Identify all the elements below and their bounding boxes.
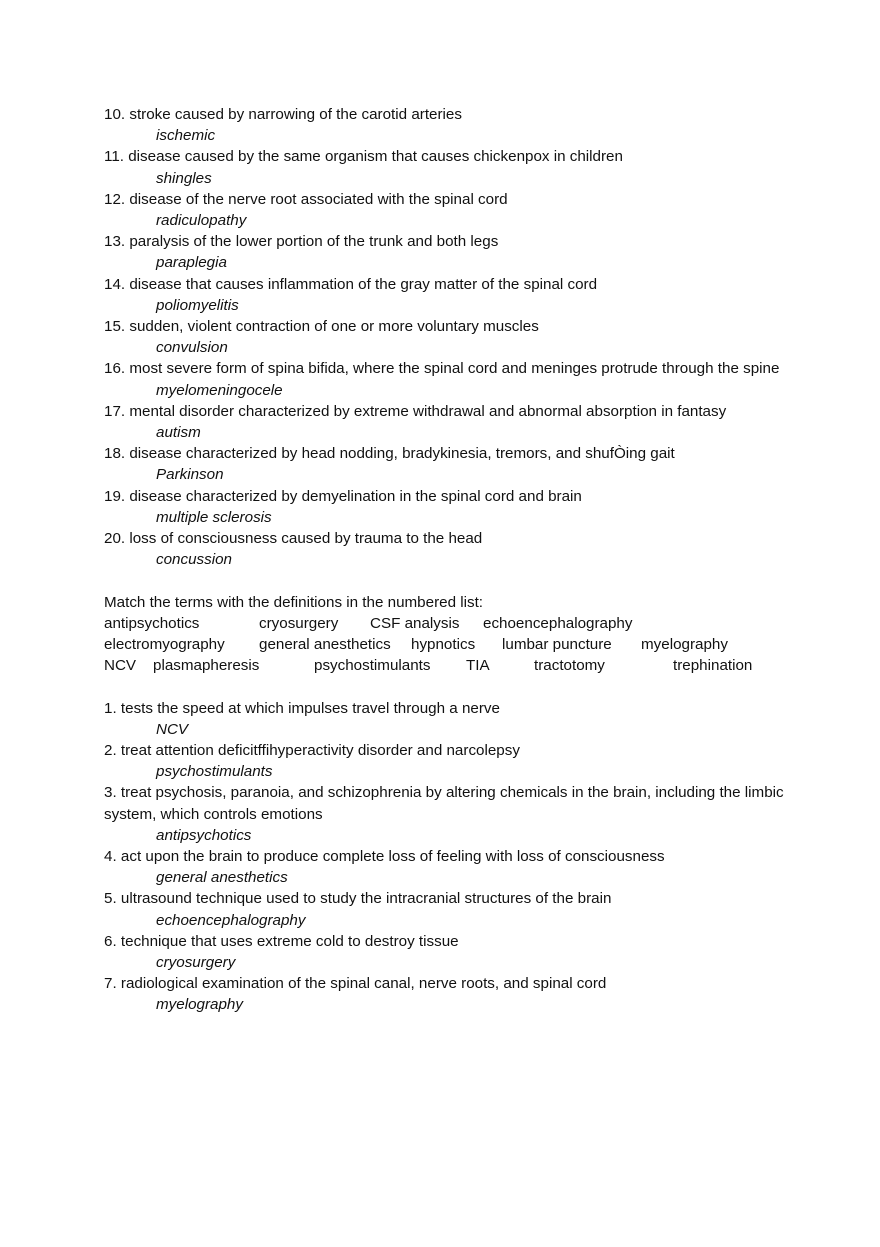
question-item: 3. treat psychosis, paranoia, and schizophrenia by altering chemicals in the brain, including the limbic system, which controls emotions — [104, 784, 784, 823]
answer-text: echoencephalography — [156, 911, 306, 929]
question-item: 4. act upon the brain to produce complete loss of feeling with loss of consciousness — [104, 848, 665, 866]
answer-text: poliomyelitis — [156, 296, 239, 314]
term: general anesthetics — [259, 636, 391, 654]
answer-text: paraplegia — [156, 254, 227, 272]
answer-text: Parkinson — [156, 466, 224, 484]
answer-text: radiculopathy — [156, 212, 247, 230]
answer-text: ischemic — [156, 127, 216, 145]
term: lumbar puncture — [502, 636, 612, 654]
match-instruction: Match the terms with the definitions in the numbered list: — [104, 593, 484, 611]
question-item: 1. tests the speed at which impulses travel through a nerve — [104, 699, 500, 717]
answer-text: multiple sclerosis — [156, 508, 272, 526]
term-row — [104, 655, 784, 676]
term: echoencephalography — [483, 614, 633, 632]
term-bank — [104, 613, 784, 677]
question-item: 11. disease caused by the same organism that causes chickenpox in children — [104, 148, 623, 166]
question-item: 17. mental disorder characterized by extreme withdrawal and abnormal absorption in fantasy — [104, 402, 727, 420]
question-item: 16. most severe form of spina bifida, where the spinal cord and meninges protrude through the spine — [104, 360, 780, 378]
term: tractotomy — [534, 657, 605, 675]
answer-text: antipsychotics — [156, 826, 252, 844]
term-row — [104, 634, 784, 655]
question-item: 13. paralysis of the lower portion of the trunk and both legs — [104, 233, 499, 251]
term: NCV — [104, 657, 137, 675]
term-row — [104, 613, 784, 634]
page-content — [104, 104, 784, 1016]
term: cryosurgery — [259, 614, 339, 632]
answer-text: psychostimulants — [156, 763, 273, 781]
question-item: 15. sudden, violent contraction of one or more voluntary muscles — [104, 318, 539, 336]
question-item: 20. loss of consciousness caused by trauma to the head — [104, 530, 483, 548]
term: trephination — [673, 657, 753, 675]
term: hypnotics — [411, 636, 476, 654]
term: antipsychotics — [104, 614, 200, 632]
question-item: 14. disease that causes inflammation of the gray matter of the spinal cord — [104, 275, 598, 293]
spacer — [104, 570, 784, 591]
spacer — [104, 676, 784, 697]
answer-text: myelography — [156, 996, 243, 1014]
term: myelography — [641, 636, 728, 654]
definitions-list-part2 — [104, 698, 784, 1016]
term: electromyography — [104, 636, 225, 654]
question-item: 2. treat attention deficitffihyperactivity disorder and narcolepsy — [104, 742, 520, 760]
definitions-list-part1 — [104, 104, 784, 570]
answer-text: shingles — [156, 169, 212, 187]
answer-text: concussion — [156, 551, 232, 569]
answer-text: convulsion — [156, 339, 228, 357]
term: TIA — [466, 657, 490, 675]
term: plasmapheresis — [153, 657, 260, 675]
term: CSF analysis — [370, 614, 460, 632]
question-item: 18. disease characterized by head nodding, bradykinesia, tremors, and shufÒing gait — [104, 445, 675, 463]
question-item: 6. technique that uses extreme cold to destroy tissue — [104, 932, 459, 950]
answer-text: NCV — [156, 720, 189, 738]
answer-text: general anesthetics — [156, 869, 288, 887]
question-item: 10. stroke caused by narrowing of the carotid arteries — [104, 106, 462, 123]
answer-text: autism — [156, 424, 201, 442]
answer-text: cryosurgery — [156, 954, 236, 972]
question-item: 5. ultrasound technique used to study the intracranial structures of the brain — [104, 890, 612, 908]
answer-text: myelomeningocele — [156, 381, 283, 399]
question-item: 19. disease characterized by demyelination in the spinal cord and brain — [104, 487, 582, 505]
question-item: 7. radiological examination of the spinal canal, nerve roots, and spinal cord — [104, 975, 607, 993]
term: psychostimulants — [314, 657, 431, 675]
question-item: 12. disease of the nerve root associated with the spinal cord — [104, 190, 508, 208]
